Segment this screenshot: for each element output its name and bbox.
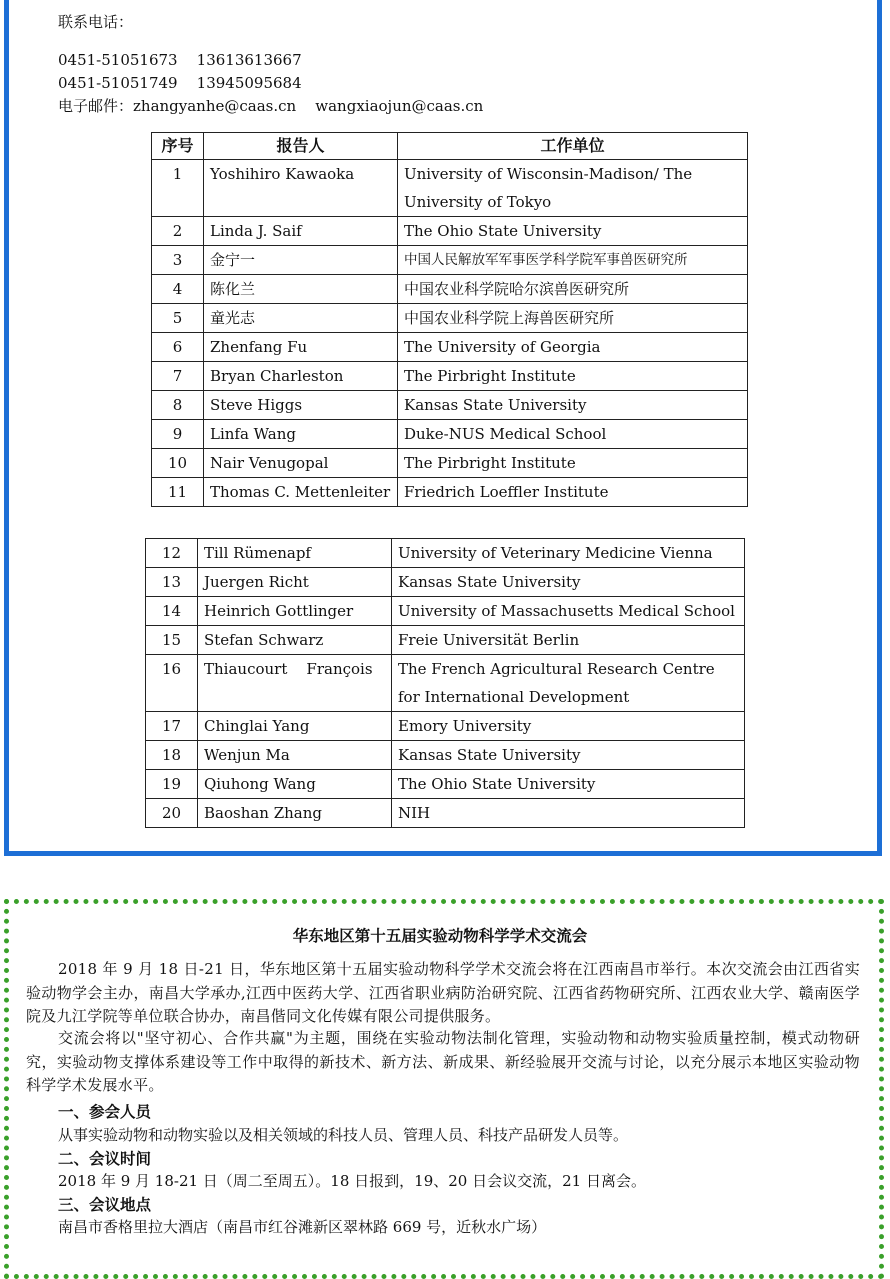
- table-row: [146, 568, 745, 597]
- table-row: [152, 478, 748, 507]
- speaker-table-part-2: [145, 538, 745, 828]
- row-speaker: Thiaucourt François: [198, 655, 392, 712]
- notice-title: 华东地区第十五届实验动物科学学术交流会: [292, 927, 588, 945]
- notice-paragraph-2: 交流会将以"坚守初心、合作共赢"为主题，围绕在实验动物法制化管理，实验动物和动物实验质量控制，模式动物研究，实验动物支撑体系建设等工作中取得的新技术、新方法、新成果、新经验展开交流与讨论，以充分展示本地区实验动物科学学术发展水平。: [26, 1029, 860, 1094]
- row-affiliation: Kansas State University: [392, 741, 745, 770]
- table-row: [152, 333, 748, 362]
- table-row: [146, 626, 745, 655]
- table-row: [146, 597, 745, 626]
- row-speaker: Linda J. Saif: [204, 217, 398, 246]
- table-row: [146, 539, 745, 568]
- row-affiliation: The Ohio State University: [392, 770, 745, 799]
- section-heading-time: 二、会议时间: [58, 1150, 152, 1168]
- row-affiliation: The Pirbright Institute: [398, 362, 748, 391]
- section-heading-venue: 三、会议地点: [58, 1196, 152, 1214]
- row-number: 16: [146, 655, 198, 712]
- row-affiliation: The Ohio State University: [398, 217, 748, 246]
- row-number: 10: [152, 449, 204, 478]
- row-affiliation: The French Agricultural Research Centre for International Development: [392, 655, 745, 712]
- row-speaker: Till Rümenapf: [198, 539, 392, 568]
- table-row: [146, 655, 745, 712]
- table-row: [152, 160, 748, 217]
- table-row: [146, 799, 745, 828]
- row-number: 11: [152, 478, 204, 507]
- row-speaker: Juergen Richt: [198, 568, 392, 597]
- row-number: 5: [152, 304, 204, 333]
- row-speaker: Qiuhong Wang: [198, 770, 392, 799]
- row-speaker: Heinrich Gottlinger: [198, 597, 392, 626]
- row-affiliation: 中国农业科学院哈尔滨兽医研究所: [398, 275, 748, 304]
- table-row: [152, 420, 748, 449]
- table-row: [146, 712, 745, 741]
- row-speaker: Stefan Schwarz: [198, 626, 392, 655]
- phone-line-1: 0451-51051673 13613613667: [58, 51, 302, 69]
- venue-text: 南昌市香格里拉大酒店（南昌市红谷滩新区翠林路 669 号，近秋水广场）: [58, 1218, 547, 1236]
- table-row: [152, 362, 748, 391]
- table-row: [152, 304, 748, 333]
- row-number: 13: [146, 568, 198, 597]
- row-affiliation: NIH: [392, 799, 745, 828]
- row-number: 7: [152, 362, 204, 391]
- row-speaker: Linfa Wang: [204, 420, 398, 449]
- row-affiliation: University of Veterinary Medicine Vienna: [392, 539, 745, 568]
- row-speaker: 童光志: [204, 304, 398, 333]
- row-number: 20: [146, 799, 198, 828]
- table-row: [146, 741, 745, 770]
- email-line: 电子邮件：zhangyanhe@caas.cn wangxiaojun@caas.cn: [58, 97, 484, 115]
- row-number: 4: [152, 275, 204, 304]
- row-affiliation: The Pirbright Institute: [398, 449, 748, 478]
- time-text: 2018 年 9 月 18-21 日（周二至周五）。18 日报到，19、20 日会议交流，21 日离会。: [58, 1172, 646, 1190]
- row-speaker: Wenjun Ma: [198, 741, 392, 770]
- row-affiliation: 中国人民解放军军事医学科学院军事兽医研究所: [398, 246, 748, 275]
- row-affiliation: The University of Georgia: [398, 333, 748, 362]
- row-speaker: Chinglai Yang: [198, 712, 392, 741]
- notice-paragraph-1: 2018 年 9 月 18 日-21 日，华东地区第十五届实验动物科学学术交流会将在江西南昌市举行。本次交流会由江西省实验动物学会主办，南昌大学承办,江西中医药大学、江西省职业病防治研究院、江西省药物研究所、江西农业大学、赣南医学院及九江学院等单位联合协办，南昌偕同文化传媒有限公司提供服务。: [26, 960, 860, 1025]
- row-number: 1: [152, 160, 204, 217]
- row-number: 18: [146, 741, 198, 770]
- row-number: 9: [152, 420, 204, 449]
- contact-label: 联系电话：: [58, 13, 134, 31]
- row-speaker: Baoshan Zhang: [198, 799, 392, 828]
- row-number: 2: [152, 217, 204, 246]
- table-row: [152, 217, 748, 246]
- row-affiliation: Kansas State University: [392, 568, 745, 597]
- row-number: 14: [146, 597, 198, 626]
- row-speaker: Thomas C. Mettenleiter: [204, 478, 398, 507]
- header-affiliation: 工作单位: [398, 133, 748, 160]
- row-number: 8: [152, 391, 204, 420]
- participants-text: 从事实验动物和动物实验以及相关领域的科技人员、管理人员、科技产品研发人员等。: [58, 1126, 629, 1144]
- row-number: 19: [146, 770, 198, 799]
- row-number: 12: [146, 539, 198, 568]
- header-number: 序号: [152, 133, 204, 160]
- phone-line-2: 0451-51051749 13945095684: [58, 74, 302, 92]
- row-affiliation: University of Massachusetts Medical School: [392, 597, 745, 626]
- table-header-row: [152, 133, 748, 160]
- row-number: 3: [152, 246, 204, 275]
- row-speaker: 陈化兰: [204, 275, 398, 304]
- row-affiliation: Emory University: [392, 712, 745, 741]
- table-row: [146, 770, 745, 799]
- row-speaker: Zhenfang Fu: [204, 333, 398, 362]
- row-number: 17: [146, 712, 198, 741]
- table-row: [152, 275, 748, 304]
- row-speaker: Bryan Charleston: [204, 362, 398, 391]
- speaker-table-part-1: [151, 132, 748, 507]
- row-number: 15: [146, 626, 198, 655]
- header-speaker: 报告人: [204, 133, 398, 160]
- row-affiliation: Freie Universität Berlin: [392, 626, 745, 655]
- row-speaker: Yoshihiro Kawaoka: [204, 160, 398, 217]
- row-number: 6: [152, 333, 204, 362]
- row-affiliation: 中国农业科学院上海兽医研究所: [398, 304, 748, 333]
- row-speaker: 金宁一: [204, 246, 398, 275]
- section-heading-participants: 一、参会人员: [58, 1103, 152, 1121]
- row-affiliation: Duke-NUS Medical School: [398, 420, 748, 449]
- table-row: [152, 391, 748, 420]
- table-row: [152, 449, 748, 478]
- row-affiliation: University of Wisconsin-Madison/ The University of Tokyo: [398, 160, 748, 217]
- table-row: [152, 246, 748, 275]
- row-affiliation: Kansas State University: [398, 391, 748, 420]
- row-speaker: Steve Higgs: [204, 391, 398, 420]
- row-speaker: Nair Venugopal: [204, 449, 398, 478]
- row-affiliation: Friedrich Loeffler Institute: [398, 478, 748, 507]
